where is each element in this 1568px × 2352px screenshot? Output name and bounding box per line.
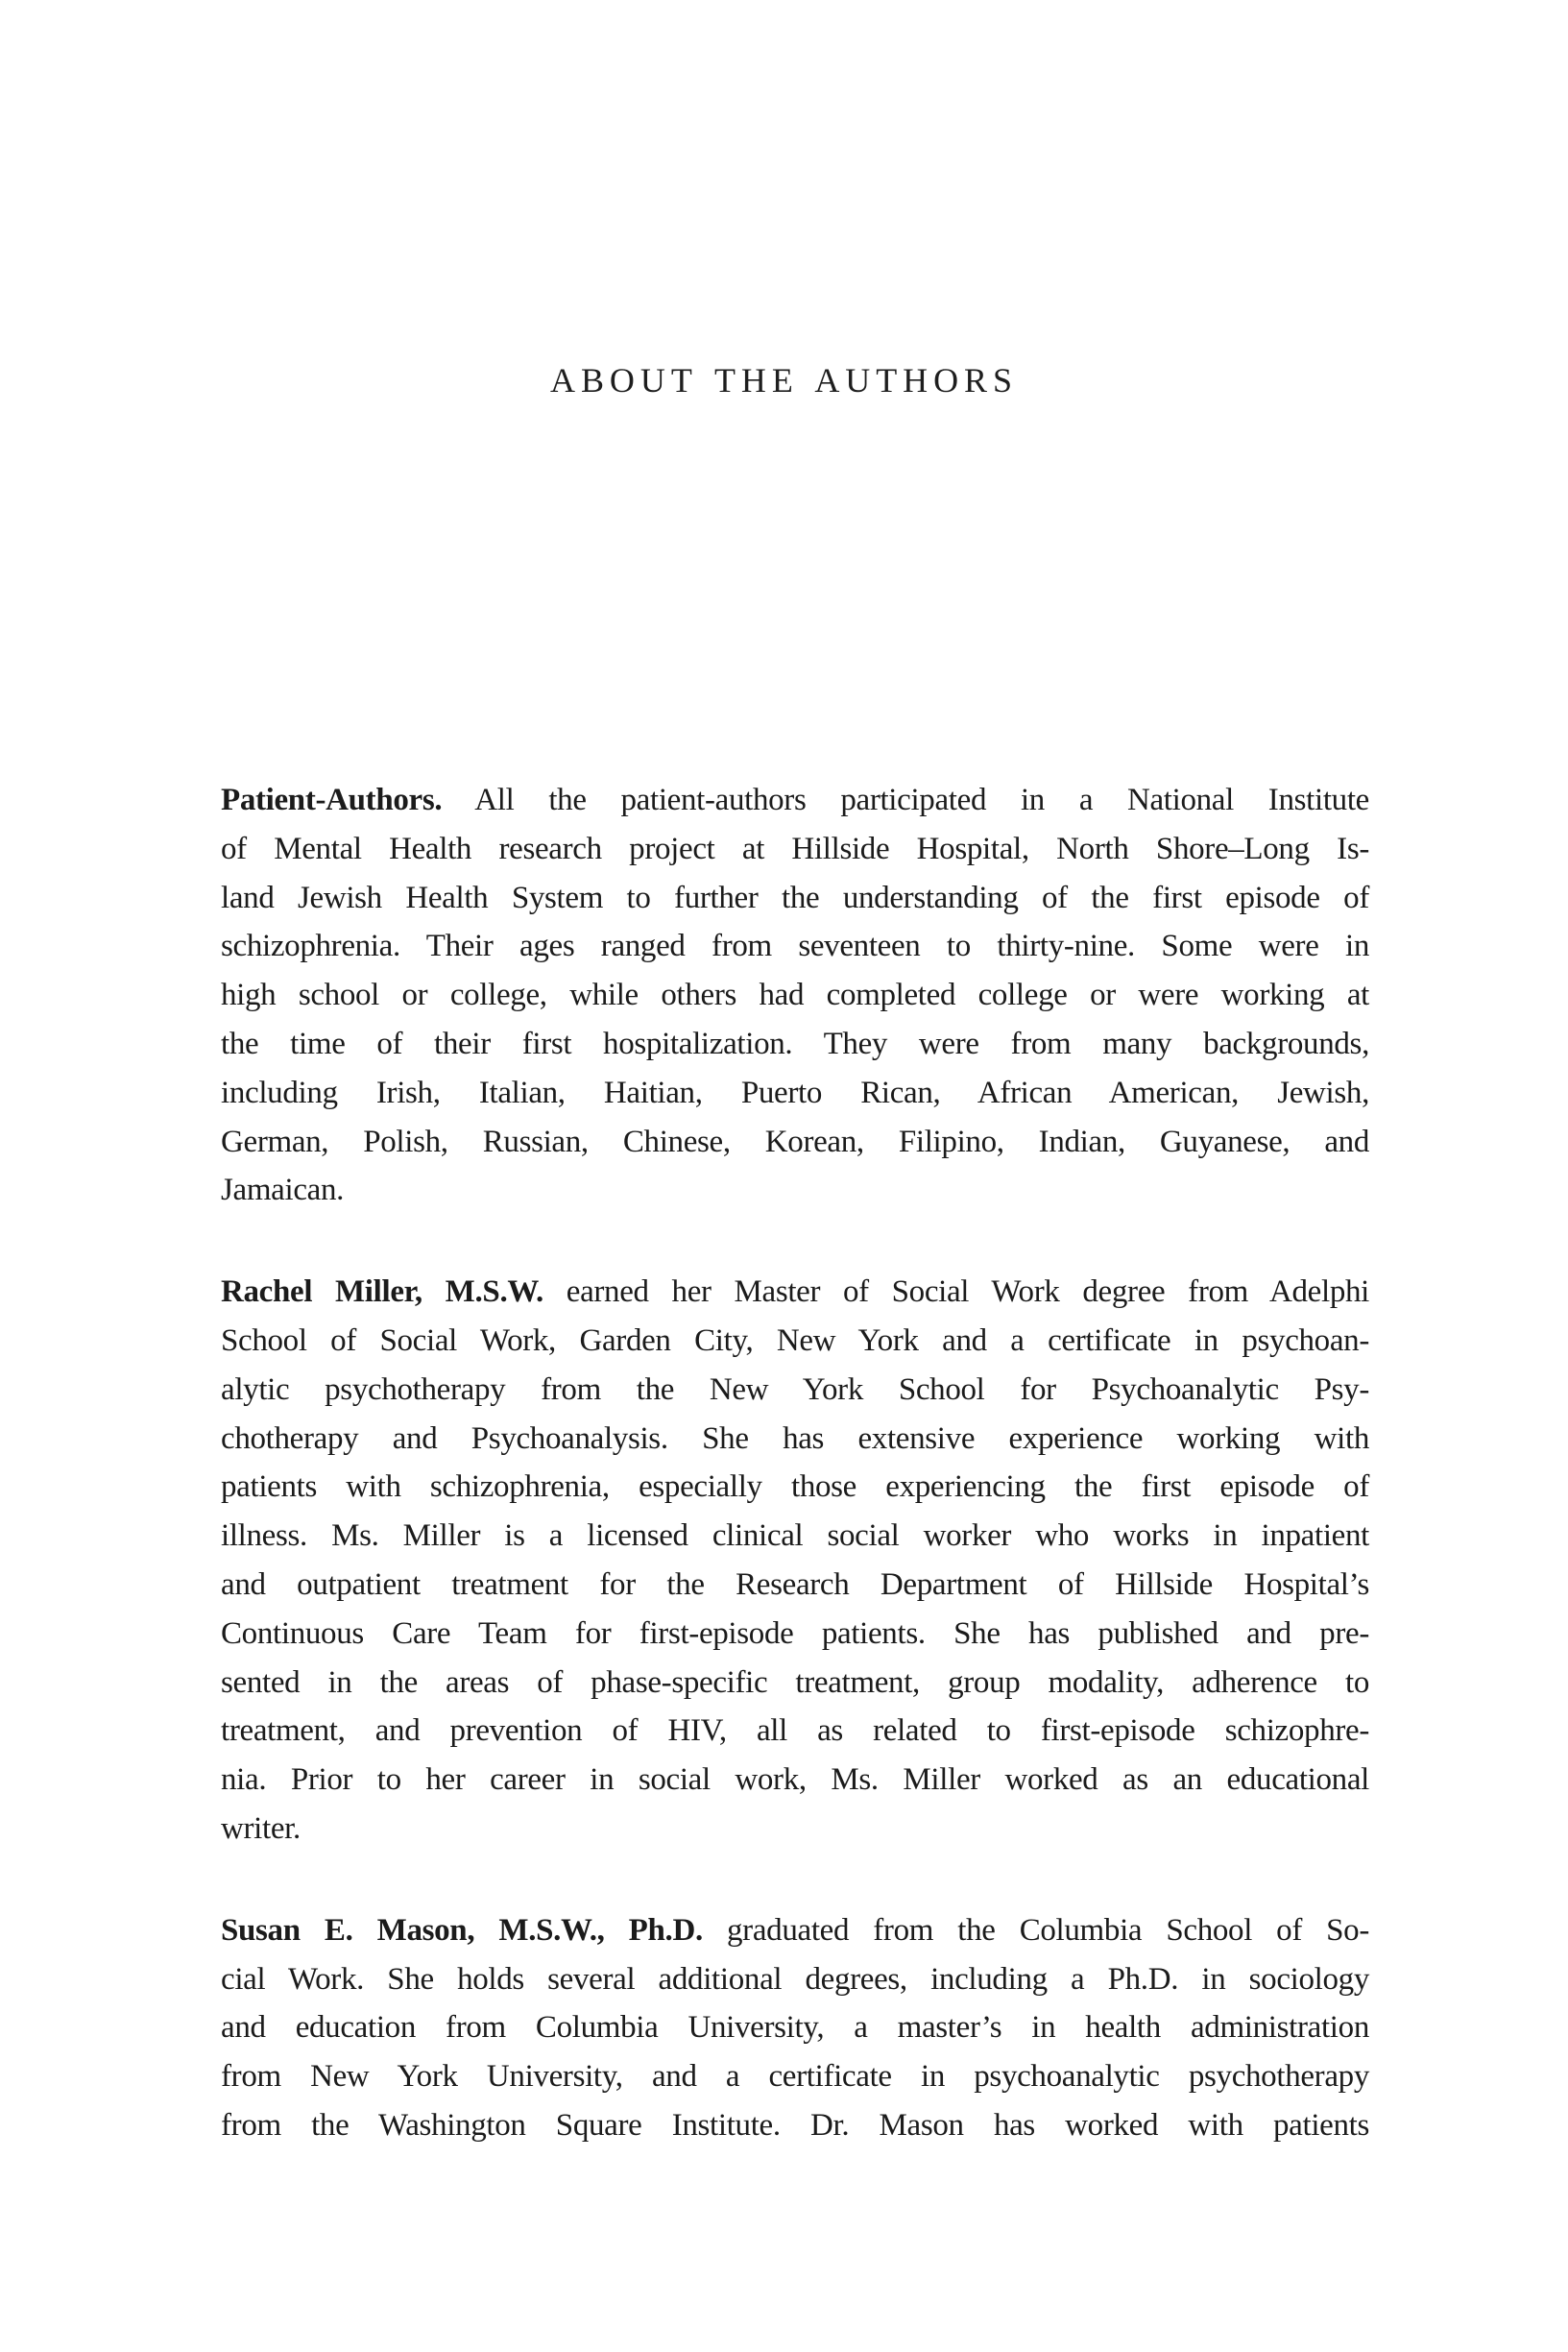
text-line: School of Social Work, Garden City, New York and a certificate in psychoan- bbox=[221, 1322, 1369, 1358]
text-line: high school or college, while others had completed college or were working at bbox=[221, 978, 1369, 1013]
text-line: alytic psychotherapy from the New York School for Psychoanalytic Psy- bbox=[221, 1371, 1369, 1407]
text-line: Continuous Care Team for first-episode patients. She has published and pre- bbox=[221, 1615, 1369, 1651]
paragraph bbox=[221, 776, 1369, 1215]
page-title: ABOUT THE AUTHORS bbox=[550, 361, 1018, 400]
text-line: and outpatient treatment for the Research Department of Hillside Hospital’s bbox=[221, 1566, 1369, 1602]
text-line: Rachel Miller, M.S.W. earned her Master of Social Work degree from Adelphi bbox=[221, 1274, 1369, 1310]
text-line: schizophrenia. Their ages ranged from seventeen to thirty-nine. Some were in bbox=[221, 929, 1369, 964]
text-line: from the Washington Square Institute. Dr. Mason has worked with patients bbox=[221, 2107, 1369, 2143]
body-text bbox=[221, 776, 1369, 2203]
text-line: writer. bbox=[221, 1810, 301, 1846]
text-line: including Irish, Italian, Haitian, Puerto Rican, African American, Jewish, bbox=[221, 1075, 1369, 1110]
text-line: from New York University, and a certificate in psychoanalytic psychotherapy bbox=[221, 2059, 1369, 2095]
text-line: illness. Ms. Miller is a licensed clinical social worker who works in inpatient bbox=[221, 1518, 1369, 1554]
paragraph-lead: Rachel Miller, M.S.W. bbox=[221, 1274, 543, 1310]
text-line: German, Polish, Russian, Chinese, Korean, Filipino, Indian, Guyanese, and bbox=[221, 1124, 1369, 1159]
text-line: and education from Columbia University, a master’s in health administration bbox=[221, 2010, 1369, 2046]
text-line: Susan E. Mason, M.S.W., Ph.D. graduated from the Columbia School of So- bbox=[221, 1912, 1370, 1948]
text-line: patients with schizophrenia, especially those experiencing the first episode of bbox=[221, 1469, 1369, 1505]
text-line: nia. Prior to her career in social work, Ms. Miller worked as an educational bbox=[221, 1762, 1369, 1798]
text-line: of Mental Health research project at Hillside Hospital, North Shore–Long Is- bbox=[221, 831, 1369, 866]
paragraph bbox=[221, 1906, 1369, 2150]
text-line: the time of their first hospitalization. They were from many backgrounds, bbox=[221, 1026, 1369, 1061]
text-line: land Jewish Health System to further the understanding of the first episode of bbox=[221, 880, 1369, 915]
paragraph-lead: Susan E. Mason, M.S.W., Ph.D. bbox=[221, 1912, 703, 1948]
text-line: chotherapy and Psychoanalysis. She has extensive experience working with bbox=[221, 1420, 1369, 1456]
paragraph-lead: Patient-Authors. bbox=[221, 783, 443, 817]
text-line: Patient-Authors. All the patient-authors participated in a National Institute bbox=[221, 783, 1369, 817]
paragraph bbox=[221, 1268, 1369, 1854]
text-line: Jamaican. bbox=[221, 1173, 345, 1208]
text-line: treatment, and prevention of HIV, all as related to first-episode schizophre- bbox=[221, 1713, 1369, 1749]
text-line: sented in the areas of phase-specific treatment, group modality, adherence to bbox=[221, 1664, 1369, 1700]
text-line: cial Work. She holds several additional degrees, including a Ph.D. in sociology bbox=[221, 1961, 1369, 1997]
